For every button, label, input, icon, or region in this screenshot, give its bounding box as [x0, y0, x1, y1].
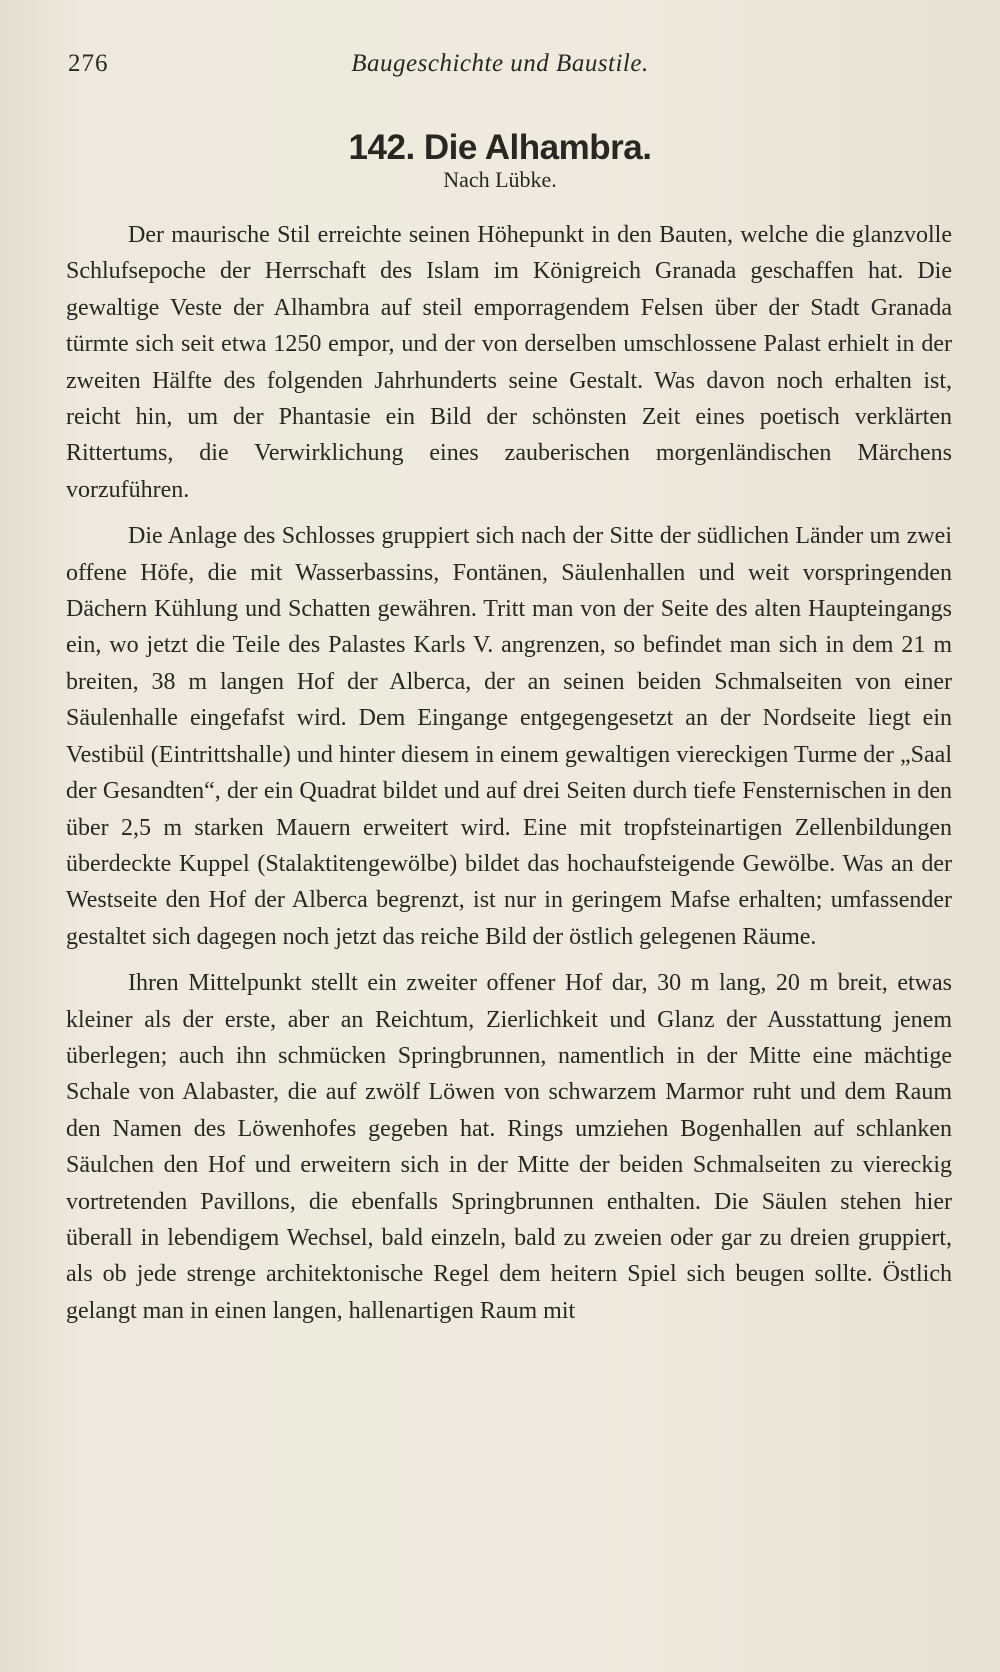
- article-subtitle: Nach Lübke.: [443, 167, 557, 192]
- paragraph: Der maurische Stil erreichte seinen Höhepunkt in den Bauten, welche die glanzvolle Schlufsepoche der Herrschaft des Islam im Königreich Granada geschaffen hat. Die gewaltige Veste der Alhambra auf steil emporragendem Felsen über der Stadt Granada türmte sich seit etwa 1250 empor, und der von derselben umschlossene Palast erhielt in der zweiten Hälfte des folgenden Jahrhunderts seine Gestalt. Was davon noch erhalten ist, reicht hin, um der Phantasie ein Bild der schönsten Zeit eines poetisch verklärten Rittertums, die Verwirklichung eines zauberischen morgenländischen Märchens vorzuführen.: [66, 222, 952, 503]
- paragraph: Die Anlage des Schlosses gruppiert sich nach der Sitte der südlichen Länder um zwei offene Höfe, die mit Wasserbassins, Fontänen, Säulenhallen und weit vorspringenden Dächern Kühlung und Schatten gewähren. Tritt man von der Seite des alten Haupteingangs ein, wo jetzt die Teile des Palastes Karls V. angrenzen, so befindet man sich in dem 21 m breiten, 38 m langen Hof der Alberca, der an seinen beiden Schmalseiten von einer Säulenhalle eingefafst wird. Dem Eingange entgegengesetzt an der Nordseite liegt ein Vestibül (Eintrittshalle) und hinter diesem in einem gewaltigen viereckigen Turme der „Saal der Gesandten“, der ein Quadrat bildet und auf drei Seiten durch tiefe Fensternischen in den über 2,5 m starken Mauern erweitert wird. Eine mit tropfsteinartigen Zellenbildungen überdeckte Kuppel (Stalaktitengewölbe) bildet das hochaufsteigende Gewölbe. Was an der Westseite den Hof der Alberca begrenzt, ist nur in geringem Mafse erhalten; umfassender gestaltet sich dagegen noch jetzt das reiche Bild der östlich gelegenen Räume.: [66, 523, 952, 950]
- page-number: 276: [68, 50, 109, 77]
- paragraph: Ihren Mittelpunkt stellt ein zweiter offener Hof dar, 30 m lang, 20 m breit, etwas kleiner als der erste, aber an Reichtum, Zierlichkeit und Glanz der Ausstattung jenem überlegen; auch ihn schmücken Springbrunnen, namentlich in der Mitte eine mächtige Schale von Alabaster, die auf zwölf Löwen von schwarzem Marmor ruht und dem Raum den Namen des Löwenhofes gegeben hat. Rings umziehen Bogenhallen auf schlanken Säulchen den Hof und erweitern sich in der Mitte der beiden Schmalseiten zu viereckig vortretenden Pavillons, die ebenfalls Springbrunnen enthalten. Die Säulen stehen hier überall in lebendigem Wechsel, bald einzeln, bald zu zweien oder gar zu dreien gruppiert, als ob jede strenge architektonische Regel dem heitern Spiel sich beugen sollte. Östlich gelangt man in einen langen, hallenartigen Raum mit: [66, 970, 952, 1324]
- article-body: [66, 217, 952, 1329]
- running-head: Baugeschichte und Baustile.: [351, 50, 649, 77]
- article-title: 142. Die Alhambra.: [348, 128, 652, 167]
